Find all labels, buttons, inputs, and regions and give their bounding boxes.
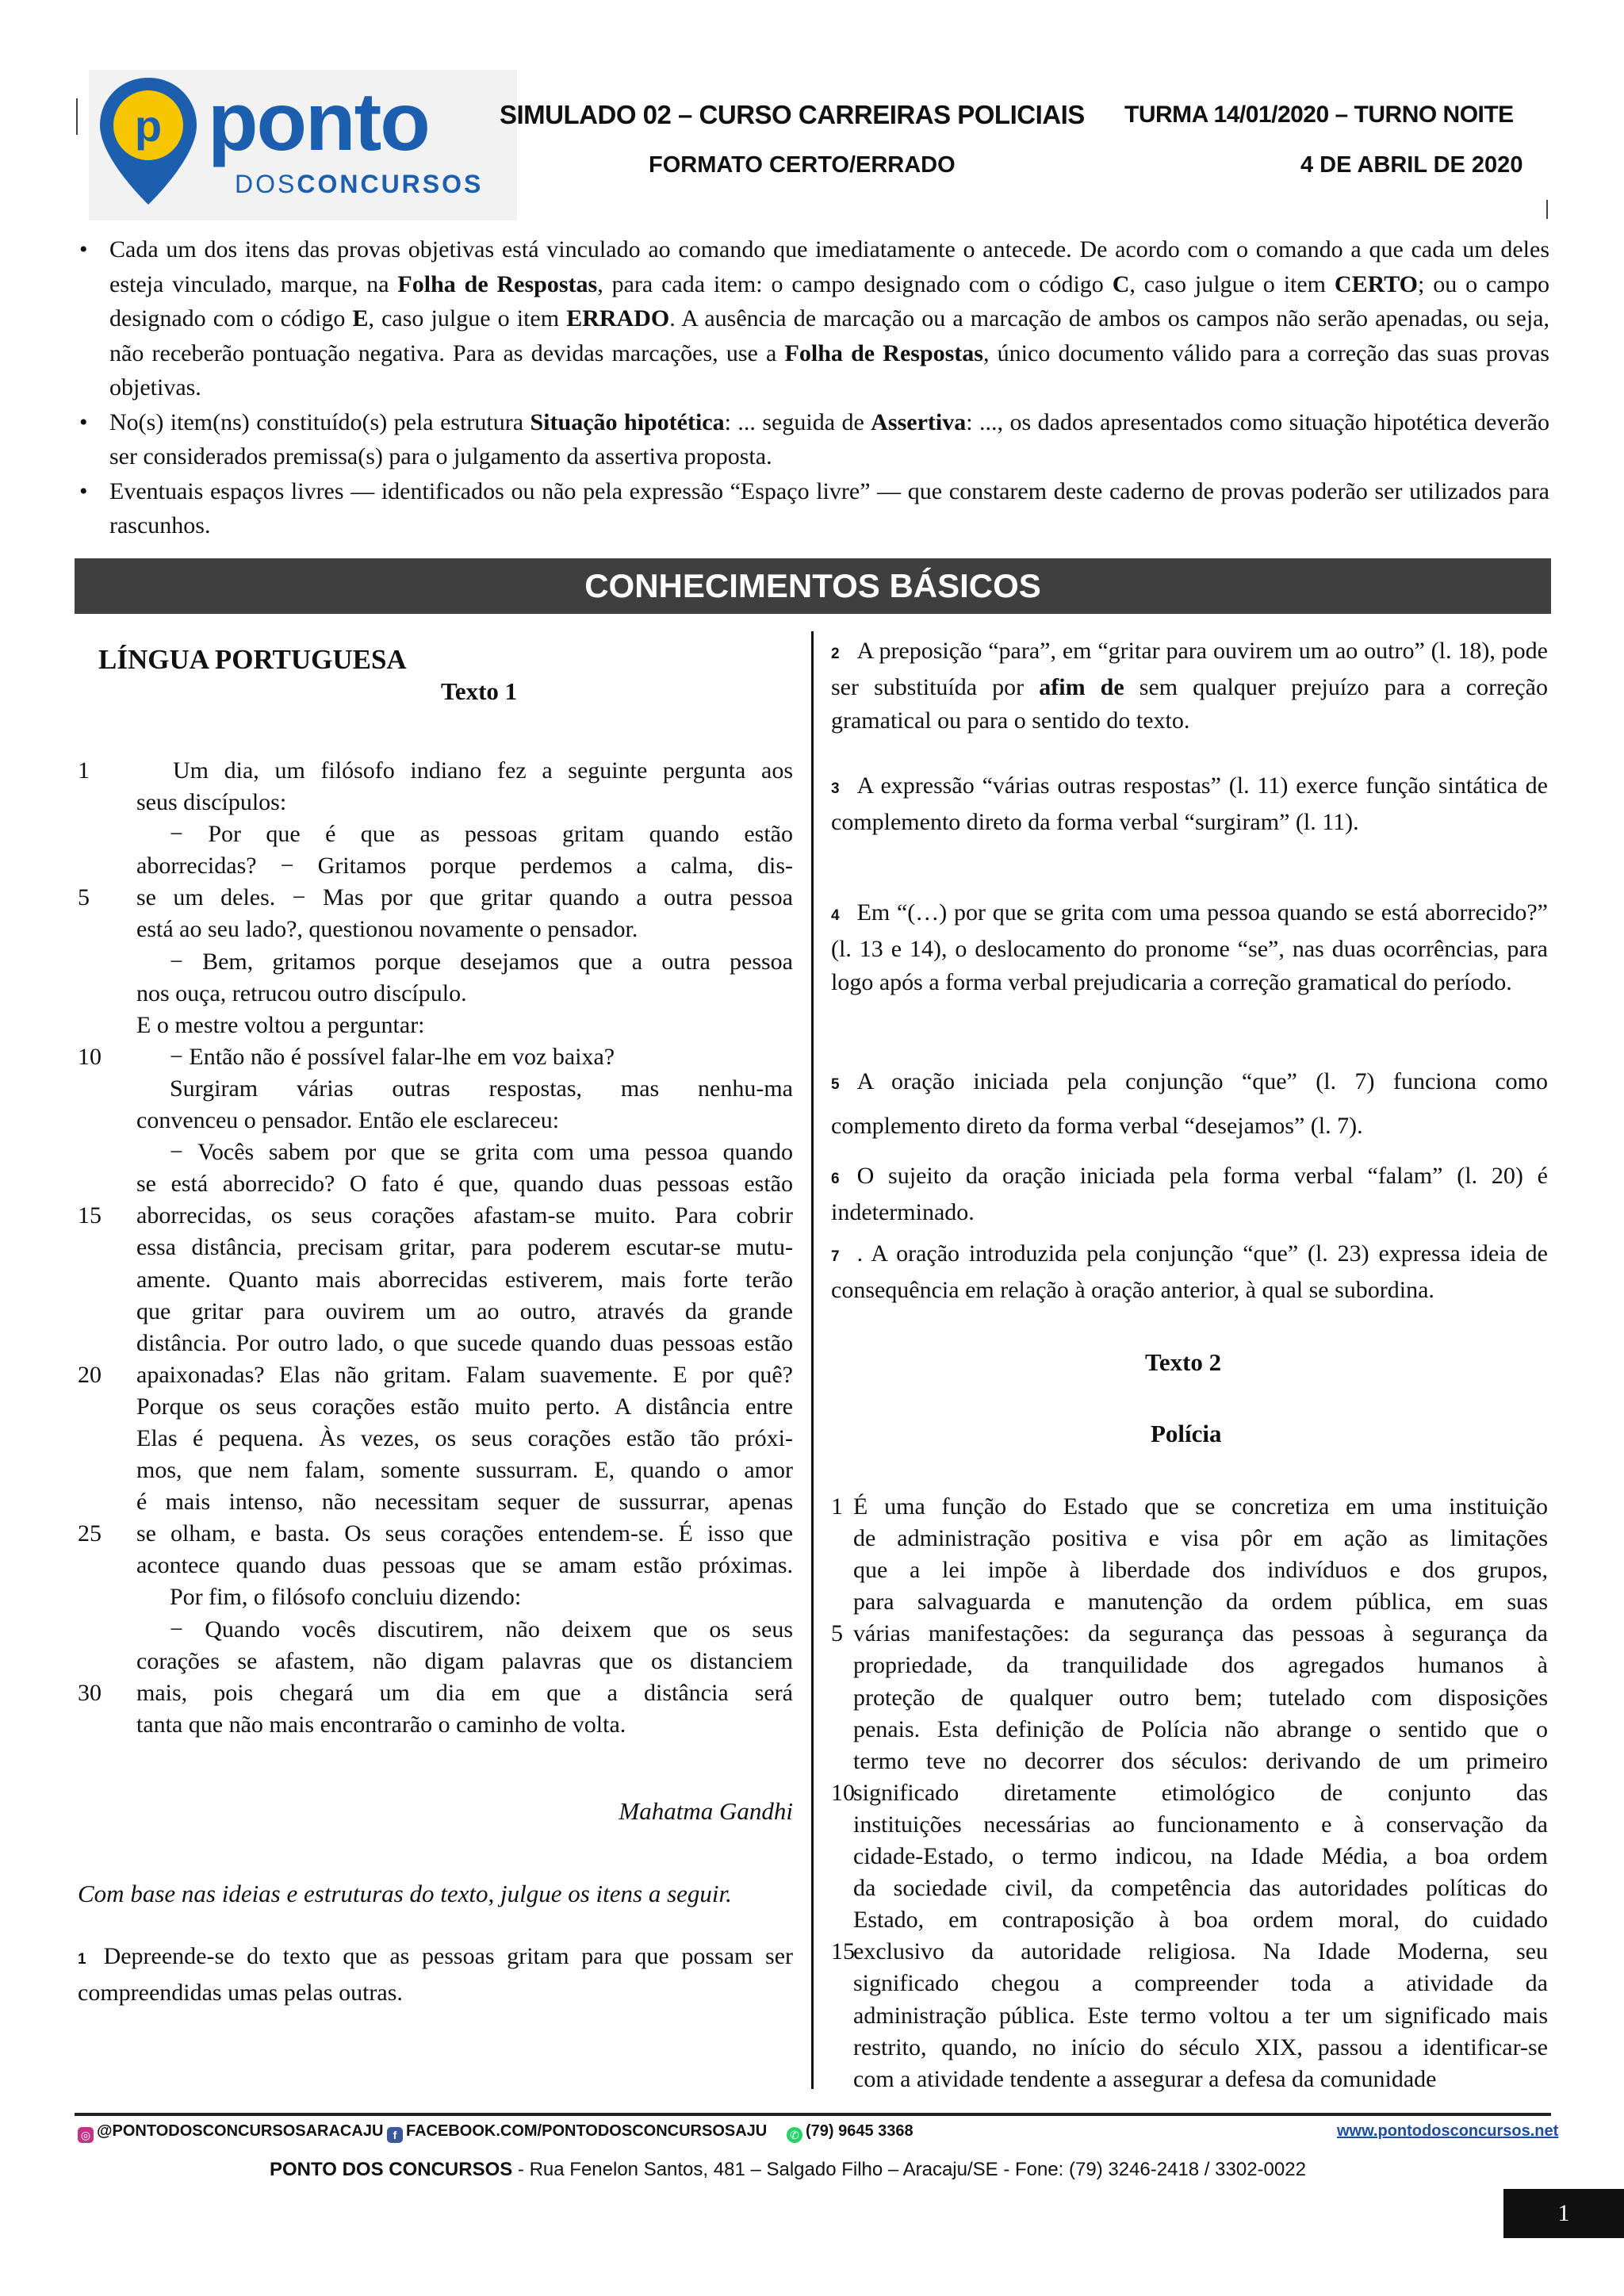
line-text: − Então não é possível falar-lhe em voz baixa?: [170, 1043, 615, 1070]
items-prompt: Com base nas ideias e estruturas do texto, julgue os itens a seguir.: [78, 1880, 732, 1907]
header-date: 4 DE ABRIL DE 2020: [1300, 152, 1523, 178]
instruction-item: • Cada um dos itens das provas objetivas está vinculado ao comando que imediatamente o antecede. De acordo com o comando a que cada um deles esteja vinculado, marque, na Folha de Respostas, para cada item: o campo designado com o código C, caso julgue o item CERTO; ou o campo designado com o código E, caso julgue o item ERRADO. A ausência de marcação ou a marcação de ambos os campos não serão apenadas, ou seja, não receberão pontuação negativa. Para as devidas marcações, use a Folha de Respostas, único documento válido para a correção das suas provas objetivas.: [79, 236, 1549, 401]
text-line: [78, 1137, 793, 1168]
instruction-item: • No(s) item(ns) constituído(s) pela estrutura Situação hipotética: ... seguida de Assertiva: ..., os dados apresentados como situação hipotética deverão ser considerados premissa(s) para o julgamento da assertiva proposta.: [79, 408, 1549, 470]
texto2-body: [831, 1491, 1548, 2095]
text-line: [78, 850, 793, 882]
instructions-list: [78, 232, 1549, 543]
line-text: se está aborrecido? O fato é que, quando duas pessoas estão: [136, 1171, 793, 1198]
text-line: [78, 1296, 793, 1328]
footer-whatsapp[interactable]: ✆ (79) 9645 3368: [787, 2122, 914, 2143]
header-divider-tick: [76, 98, 78, 135]
line-text: várias manifestações: da segurança das pessoas à segurança da: [853, 1620, 1548, 1647]
line-text: propriedade, da tranquilidade dos agregados humanos à: [853, 1652, 1548, 1679]
question-number: 1: [78, 1951, 86, 1968]
line-text: − Vocês sabem por que se grita com uma pessoa quando: [170, 1139, 793, 1166]
text-line: [78, 1423, 793, 1455]
line-text: tanta que não mais encontrarão o caminho de volta.: [136, 1711, 626, 1738]
footer-instagram[interactable]: ◎ @PONTODOSCONCURSOSARACAJU: [78, 2122, 383, 2143]
text-line: [78, 1391, 793, 1423]
line-number: 25: [78, 1520, 102, 1547]
header-turma: TURMA 14/01/2020 – TURNO NOITE: [1124, 102, 1514, 128]
line-number: 5: [831, 1620, 843, 1647]
text-line: [78, 1518, 793, 1550]
texto2-heading: Texto 2: [1145, 1348, 1222, 1376]
text-line: [831, 2032, 1548, 2064]
line-number: 1: [78, 757, 90, 784]
line-text: − Bem, gritamos porque desejamos que a outra pessoa: [170, 948, 793, 975]
texto1-heading: Texto 1: [441, 677, 518, 705]
line-text: é mais intenso, não necessitam sequer de sussurrar, apenas: [136, 1489, 793, 1516]
logo-wordmark: ponto: [208, 76, 429, 168]
text-line: [78, 1232, 793, 1263]
line-text: acontece quando duas pessoas que se amam estão próximas.: [136, 1552, 793, 1579]
line-number: 15: [831, 1938, 855, 1965]
whatsapp-icon: ✆: [787, 2127, 802, 2143]
text-line: [831, 1586, 1548, 1618]
text-line: [78, 1200, 793, 1232]
question-item-5: 5 A oração iniciada pela conjunção “que” (l. 7) funciona como complemento direto da forma verbal “desejamos” (l. 7).: [831, 1068, 1548, 1139]
logo-subtitle: DOSCONCURSOS: [235, 170, 484, 198]
line-text: administração pública. Este termo voltou a ter um significado mais: [853, 2002, 1548, 2029]
line-text: mais, pois chegará um dia em que a distância será: [136, 1679, 793, 1706]
text-line: [78, 1455, 793, 1486]
line-text: nos ouça, retrucou outro discípulo.: [136, 979, 467, 1006]
instagram-icon: ◎: [78, 2127, 94, 2143]
footer-rule: [75, 2113, 1551, 2116]
line-text: significado diretamente etimológico de conjunto das: [853, 1779, 1548, 1806]
line-text: Um dia, um filósofo indiano fez a seguinte pergunta aos: [173, 757, 793, 784]
texto1-author: Mahatma Gandhi: [619, 1797, 793, 1825]
question-item-6: 6 O sujeito da oração iniciada pela forma verbal “falam” (l. 20) é indeterminado.: [831, 1163, 1548, 1225]
text-line: [78, 882, 793, 914]
line-text: se olham, e basta. Os seus corações entendem-se. É isso que: [136, 1520, 793, 1547]
text-line: [831, 1491, 1548, 1523]
page-number: 1: [1503, 2189, 1624, 2238]
text-line: [78, 755, 793, 787]
line-number: 5: [78, 884, 90, 911]
subject-heading: LÍNGUA PORTUGUESA: [98, 644, 407, 675]
line-text: significado chegou a compreender toda a atividade da: [853, 1970, 1548, 1997]
line-text: instituições necessárias ao funcionamento e à conservação da: [853, 1811, 1548, 1838]
question-item-3: 3 A expressão “várias outras respostas” (l. 11) exerce função sintática de complemento direto da forma verbal “surgiram” (l. 11).: [831, 772, 1548, 835]
question-number: 6: [831, 1171, 840, 1187]
line-text: que gritar para ouvirem um ao outro, através da grande: [136, 1297, 793, 1324]
text-line: [831, 1746, 1548, 1777]
text-line: [831, 1904, 1548, 1936]
line-text: − Por que é que as pessoas gritam quando estão: [170, 821, 793, 848]
text-line: [831, 1714, 1548, 1746]
line-number: 15: [78, 1202, 102, 1229]
line-text: E o mestre voltou a perguntar:: [136, 1011, 425, 1038]
text-line: [78, 1614, 793, 1646]
text-line: [78, 1010, 793, 1041]
header-exam-title: SIMULADO 02 – CURSO CARREIRAS POLICIAIS: [500, 100, 1085, 129]
text-line: [831, 1777, 1548, 1809]
line-number: 10: [78, 1043, 102, 1070]
line-text: essa distância, precisam gritar, para poderem escutar-se mutu-: [136, 1234, 793, 1261]
line-text: restrito, quando, no início do século XIX, passou a identificar-se: [853, 2033, 1548, 2060]
line-text: corações se afastem, não digam palavras que os distanciem: [136, 1647, 793, 1674]
text-line: [78, 1328, 793, 1359]
question-number: 7: [831, 1248, 840, 1265]
text-line: [78, 1168, 793, 1200]
line-text: de administração positiva e visa pôr em ação as limitações: [853, 1525, 1548, 1552]
line-text: apaixonadas? Elas não gritam. Falam suavemente. E por quê?: [136, 1361, 793, 1388]
line-text: com a atividade tendente a assegurar a defesa da comunidade: [853, 2065, 1437, 2092]
text-line: [78, 1264, 793, 1296]
line-text: que a lei impõe à liberdade dos indivíduos e dos grupos,: [853, 1557, 1548, 1584]
text-line: [78, 818, 793, 850]
text-line: [78, 1581, 793, 1613]
question-number: 2: [831, 646, 840, 662]
line-text: penais. Esta definição de Polícia não abrange o sentido que o: [853, 1715, 1548, 1742]
line-text: da sociedade civil, da competência das autoridades políticas do: [853, 1875, 1548, 1902]
line-text: se um deles. − Mas por que gritar quando a outra pessoa: [136, 884, 793, 911]
line-text: − Quando vocês discutirem, não deixem que os seus: [170, 1616, 793, 1642]
text-line: [831, 2064, 1548, 2095]
line-text: exclusivo da autoridade religiosa. Na Idade Moderna, seu: [853, 1938, 1548, 1965]
footer-facebook[interactable]: f FACEBOOK.COM/PONTODOSCONCURSOSAJU: [387, 2122, 767, 2143]
line-text: aborrecidas? − Gritamos porque perdemos a calma, dis-: [136, 853, 793, 880]
text-line: [78, 1073, 793, 1105]
text-line: [78, 914, 793, 945]
text-line: [831, 1554, 1548, 1586]
line-text: Surgiram várias outras respostas, mas nenhu-ma: [170, 1075, 793, 1102]
text-line: [831, 1618, 1548, 1650]
text-line: [831, 1968, 1548, 1999]
line-text: para salvaguarda e manutenção da ordem pública, em suas: [853, 1589, 1548, 1616]
question-number: 3: [831, 780, 840, 797]
line-text: distância. Por outro lado, o que sucede quando duas pessoas estão: [136, 1329, 793, 1356]
text-line: [831, 1523, 1548, 1554]
text-line: [78, 787, 793, 818]
text-line: [78, 1646, 793, 1677]
line-number: 10: [831, 1779, 855, 1806]
text-line: [78, 946, 793, 978]
question-item-1: 1 Depreende-se do texto que as pessoas gritam para que possam ser compreendidas umas pelas outras.: [78, 1943, 793, 2006]
question-item-4: 4 Em “(…) por que se grita com uma pessoa quando se está aborrecido?” (l. 13 e 14), o deslocamento do pronome “se”, nas duas ocorrências, para logo após a forma verbal prejudicaria a correção gramatical do período.: [831, 899, 1548, 995]
line-text: cidade-Estado, o termo indicou, na Idade Média, a boa ordem: [853, 1843, 1548, 1870]
line-text: Por fim, o filósofo concluiu dizendo:: [170, 1584, 522, 1611]
line-number: 30: [78, 1679, 102, 1706]
text-line: [831, 1841, 1548, 1872]
line-text: Porque os seus corações estão muito perto. A distância entre: [136, 1393, 793, 1420]
line-text: amente. Quanto mais aborrecidas estiverem, mais forte terão: [136, 1266, 793, 1293]
text-line: [78, 1709, 793, 1741]
question-number: 4: [831, 907, 840, 924]
line-text: proteção de qualquer outro bem; tutelado com disposições: [853, 1684, 1548, 1711]
text-line: [831, 2000, 1548, 2032]
line-number: 1: [831, 1493, 843, 1520]
text-line: [831, 1682, 1548, 1714]
text-line: [78, 1359, 793, 1391]
text-line: [78, 1105, 793, 1137]
line-text: convenceu o pensador. Então ele esclareceu:: [136, 1107, 560, 1134]
text-line: [78, 1677, 793, 1709]
section-title-bar: CONHECIMENTOS BÁSICOS: [75, 558, 1551, 614]
facebook-icon: f: [387, 2127, 403, 2143]
text-line: [831, 1936, 1548, 1968]
text-line: [831, 1650, 1548, 1681]
line-text: É uma função do Estado que se concretiza em uma instituição: [853, 1493, 1548, 1520]
text-line: [831, 1809, 1548, 1841]
line-text: termo teve no decorrer dos séculos: derivando de um primeiro: [853, 1747, 1548, 1774]
question-number: 5: [831, 1076, 840, 1093]
line-text: Estado, em contraposição à boa ordem moral, do cuidado: [853, 1907, 1548, 1934]
header-divider-tick-right: [1546, 200, 1548, 219]
line-text: Elas é pequena. Às vezes, os seus corações estão tão próxi-: [136, 1424, 793, 1451]
header-format: FORMATO CERTO/ERRADO: [649, 152, 956, 178]
text-line: [78, 978, 793, 1010]
texto1-body: [78, 755, 793, 1741]
question-item-7: 7 . A oração introduzida pela conjunção “que” (l. 23) expressa ideia de consequência em relação à oração anterior, à qual se subordina.: [831, 1240, 1548, 1303]
text-line: [78, 1486, 793, 1518]
text-line: [831, 1872, 1548, 1904]
line-text: está ao seu lado?, questionou novamente o pensador.: [136, 916, 638, 943]
footer-address: PONTO DOS CONCURSOS - Rua Fenelon Santos, 481 – Salgado Filho – Aracaju/SE - Fone: (79) 3246-2418 / 3302-0022: [270, 2159, 1306, 2180]
question-item-2: 2 A preposição “para”, em “gritar para ouvirem um ao outro” (l. 18), pode ser substituída por afim de sem qualquer prejuízo para a correção gramatical ou para o sentido do texto.: [831, 638, 1548, 734]
svg-text:p: p: [134, 101, 163, 151]
texto2-title: Polícia: [1151, 1420, 1222, 1447]
line-number: 20: [78, 1361, 102, 1388]
line-text: aborrecidas, os seus corações afastam-se muito. Para cobrir: [136, 1202, 793, 1229]
column-divider: [811, 631, 814, 2089]
text-line: [78, 1041, 793, 1073]
line-text: seus discípulos:: [136, 789, 287, 816]
text-line: [78, 1550, 793, 1581]
footer-website-link[interactable]: www.pontodosconcursos.net: [1337, 2122, 1559, 2140]
instruction-item: • Eventuais espaços livres — identificados ou não pela expressão “Espaço livre” — que constarem deste caderno de provas poderão ser utilizados para rascunhos.: [79, 477, 1549, 539]
line-text: mos, que nem falam, somente sussurram. E, quando o amor: [136, 1457, 793, 1484]
